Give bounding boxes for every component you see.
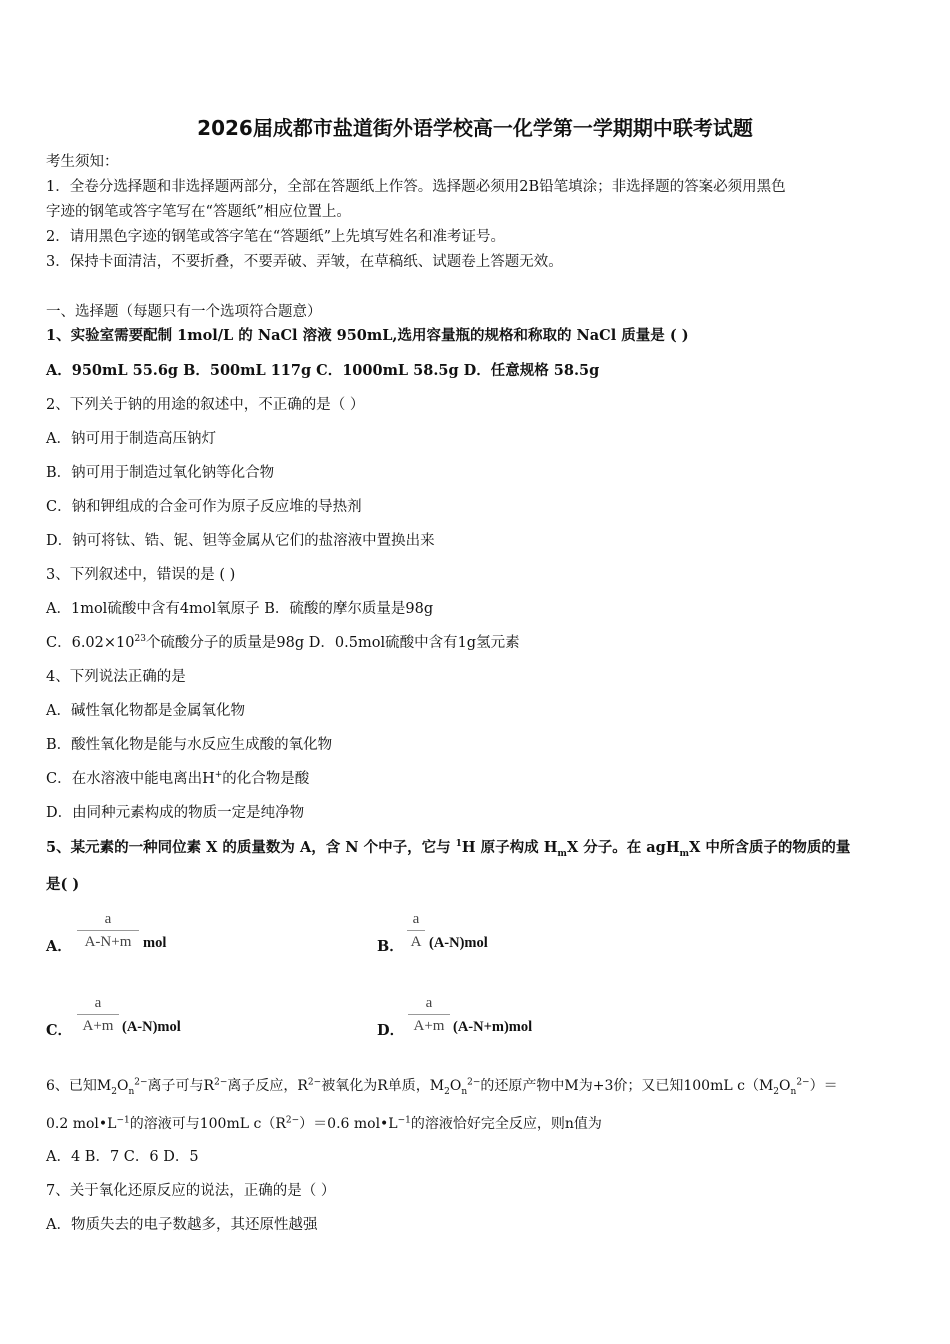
q5-a-fraction (77, 910, 139, 951)
q6-sub: 2 (111, 1086, 117, 1097)
q5-b-tail: (A-N)mol (429, 935, 488, 951)
q6-sup: 2− (134, 1077, 148, 1088)
q6-sup: 2− (307, 1077, 322, 1088)
q6-text: O (449, 1078, 462, 1094)
q6-sub: n (461, 1086, 468, 1097)
q6-sup: 2− (285, 1115, 300, 1126)
q5-a-tail: mol (143, 935, 167, 951)
q3-stem: 3、下列叙述中，错误的是 ( ) (46, 567, 236, 583)
q4-option-b: B．酸性氧化物是能与水反应生成酸的氧化物 (46, 737, 333, 753)
q5-stem-mid2: X 分子。在 agH (566, 839, 680, 856)
q5-stem-sub2: m (679, 848, 690, 859)
q7-stem: 7、关于氧化还原反应的说法，正确的是（ ） (46, 1183, 336, 1199)
section-heading: 一、选择题（每题只有一个选项符合题意） (46, 304, 322, 320)
q3-c-post: 个硫酸分子的质量是98g D．0.5mol硫酸中含有1g氢元素 (145, 635, 520, 651)
q5-d-label: D． (377, 1022, 405, 1039)
q6-text: 离子可与R (147, 1078, 215, 1094)
q6-sup: 2− (467, 1077, 481, 1088)
q5-b-numerator: a (412, 911, 420, 927)
q3-options-cd (46, 633, 520, 653)
q6-text: O (779, 1078, 791, 1094)
q5-d-fraction-bar (408, 1014, 450, 1015)
q5-c-fraction (77, 994, 119, 1035)
notice-item-1a: 1．全卷分选择题和非选择题两部分，全部在答题纸上作答。选择题必须用2B铅笔填涂；非选择题的答案必须用黑色 (46, 179, 786, 195)
q5-a-label: A． (46, 938, 72, 955)
q2-option-b: B．钠可用于制造过氧化钠等化合物 (46, 465, 275, 481)
q2-option-d: D．钠可将钛、锆、铌、钽等金属从它们的盐溶液中置换出来 (46, 533, 435, 549)
q5-stem-mid1: H 原子构成 H (461, 839, 558, 856)
q5-stem (46, 838, 850, 858)
q5-d-tail: (A-N+m)mol (453, 1019, 533, 1035)
q5-b-label: B． (377, 938, 404, 955)
q5-stem-sup1: 1 (455, 839, 462, 850)
q6-stem-line-2 (46, 1114, 602, 1134)
q4-stem: 4、下列说法正确的是 (46, 669, 186, 685)
q3-c-pre: C．6.02×10 (46, 635, 135, 651)
q6-text: O (116, 1078, 129, 1094)
q6-sup: 2− (796, 1077, 810, 1088)
q5-d-denominator: A+m (413, 1018, 445, 1034)
q1-options: A．950mL 55.6g B．500mL 117g C．1000mL 58.5g D．任意规格 58.5g (46, 362, 600, 379)
q5-b-fraction (407, 910, 425, 951)
q4-c-post: 的化合物是酸 (222, 771, 310, 787)
q5-c-tail: (A-N)mol (122, 1019, 181, 1035)
q2-option-c: C．钠和钾组成的合金可作为原子反应堆的导热剂 (46, 499, 362, 515)
q2-option-a: A．钠可用于制造高压钠灯 (46, 431, 216, 447)
q5-a-numerator: a (104, 911, 112, 927)
q6-sub: 2 (444, 1086, 450, 1097)
q1-stem: 1、实验室需要配制 1mol/L 的 NaCl 溶液 950mL,选用容量瓶的规格和称取的 NaCl 质量是 ( ) (46, 327, 689, 344)
q5-c-label: C． (46, 1022, 73, 1039)
q5-a-fraction-bar (77, 930, 139, 931)
q6-text: 的溶液可与100mL c（R (129, 1116, 286, 1132)
q5-d-fraction (408, 994, 450, 1035)
q6-text: 6、已知M (46, 1078, 112, 1094)
q5-c-numerator: a (94, 995, 102, 1011)
q6-sup: −1 (116, 1115, 130, 1126)
q5-b-fraction-bar (407, 930, 425, 931)
q4-option-a: A．碱性氧化物都是金属氧化物 (46, 703, 245, 719)
q7-option-a: A．物质失去的电子数越多，其还原性越强 (46, 1217, 318, 1233)
q6-text: 被氧化为R单质，M (321, 1078, 445, 1094)
notice-heading: 考生须知： (46, 154, 119, 170)
q3-options-ab: A．1mol硫酸中含有4mol氧原子 B．硫酸的摩尔质量是98g (46, 601, 434, 617)
q5-stem-pre: 5、某元素的一种同位素 X 的质量数为 A，含 N 个中子，它与 (46, 839, 456, 856)
q6-text: 的还原产物中M为+3价；又已知100mL c（M (480, 1078, 774, 1094)
q6-text: 0.2 mol•L (46, 1116, 117, 1132)
q6-text: 的溶液恰好完全反应，则n值为 (410, 1116, 602, 1132)
q6-sub: n (790, 1086, 797, 1097)
notice-item-1b: 字迹的钢笔或答字笔写在“答题纸”相应位置上。 (46, 204, 351, 220)
q4-option-d: D．由同种元素构成的物质一定是纯净物 (46, 805, 305, 821)
q6-sup: 2− (214, 1077, 228, 1088)
q6-stem-line-1 (46, 1076, 838, 1096)
q5-c-denominator: A+m (82, 1018, 114, 1034)
notice-item-2: 2．请用黑色字迹的钢笔或答字笔在“答题纸”上先填写姓名和准考证号。 (46, 229, 506, 245)
q5-b-denominator: A (410, 934, 422, 950)
q6-sub: 2 (773, 1086, 780, 1097)
q4-c-pre: C．在水溶液中能电离出H (46, 771, 215, 787)
q4-option-c (46, 769, 309, 789)
q3-c-sup: 23 (134, 634, 146, 645)
q6-sub: n (128, 1086, 135, 1097)
q4-c-sup: + (214, 770, 223, 781)
notice-item-3: 3．保持卡面清洁，不要折叠，不要弄破、弄皱，在草稿纸、试题卷上答题无效。 (46, 254, 563, 270)
q6-text: ）＝0.6 mol•L (299, 1116, 398, 1132)
q5-d-numerator: a (425, 995, 433, 1011)
q5-stem-sub1: m (557, 848, 567, 859)
page-title: 2026届成都市盐道街外语学校高一化学第一学期期中联考试题 (197, 116, 753, 140)
q6-sup: −1 (397, 1115, 411, 1126)
q6-text: 离子反应，R (227, 1078, 308, 1094)
q5-stem-2: 是( ) (46, 876, 80, 893)
q6-text: ）＝ (809, 1078, 838, 1094)
q5-c-fraction-bar (77, 1014, 119, 1015)
q6-options: A．4 B．7 C．6 D．5 (46, 1149, 199, 1165)
q5-stem-post: X 中所含质子的物质的量 (689, 839, 851, 856)
q5-a-denominator: A-N+m (84, 934, 132, 950)
q2-stem: 2、下列关于钠的用途的叙述中，不正确的是（ ） (46, 397, 365, 413)
